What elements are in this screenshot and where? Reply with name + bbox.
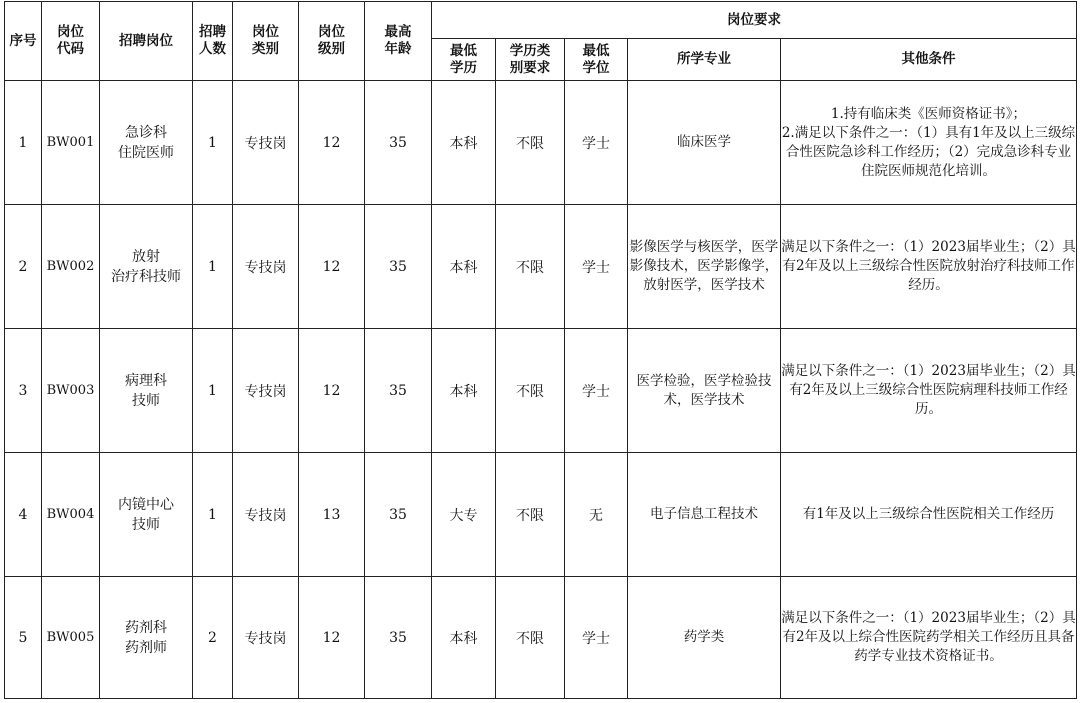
cell-seq: 4 (5, 453, 42, 577)
cell-major: 电子信息工程技术 (628, 453, 781, 577)
cell-edu: 大专 (432, 453, 496, 577)
header-degree: 最低 学位 (565, 39, 628, 81)
cell-count: 1 (193, 329, 233, 453)
cell-seq: 1 (5, 81, 42, 205)
cell-code: BW001 (42, 81, 100, 205)
cell-edu: 本科 (432, 577, 496, 699)
cell-edu: 本科 (432, 205, 496, 329)
cell-edu: 本科 (432, 81, 496, 205)
header-edu: 最低 学历 (432, 39, 496, 81)
cell-position (100, 577, 193, 699)
cell-position-text: 药剂科 药剂师 (125, 619, 167, 656)
cell-seq: 5 (5, 577, 42, 699)
header-major: 所学专业 (628, 39, 781, 81)
cell-other: 满足以下条件之一：（1）2023届毕业生；（2）具有2年及以上三级综合性医院放射治疗科技师工作经历。 (781, 205, 1077, 329)
cell-code: BW003 (42, 329, 100, 453)
cell-other: 满足以下条件之一：（1）2023届毕业生；（2）具有2年及以上三级综合性医院病理科技师工作经历。 (781, 329, 1077, 453)
cell-category: 专技岗 (233, 81, 299, 205)
recruitment-table (4, 1, 1077, 699)
cell-category: 专技岗 (233, 453, 299, 577)
cell-category: 专技岗 (233, 205, 299, 329)
cell-category: 专技岗 (233, 329, 299, 453)
cell-code: BW004 (42, 453, 100, 577)
cell-edu-type: 不限 (496, 205, 565, 329)
cell-position (100, 453, 193, 577)
cell-position (100, 329, 193, 453)
cell-code: BW005 (42, 577, 100, 699)
cell-major: 医学检验，医学检验技术，医学技术 (628, 329, 781, 453)
cell-level: 13 (299, 453, 365, 577)
table-row (5, 205, 1077, 329)
cell-degree: 学士 (565, 205, 628, 329)
cell-age: 35 (365, 329, 432, 453)
header-row-1 (5, 2, 1077, 39)
cell-seq: 3 (5, 329, 42, 453)
cell-edu-type: 不限 (496, 81, 565, 205)
cell-position-text: 急诊科 住院医师 (118, 124, 174, 161)
table-row (5, 329, 1077, 453)
cell-level: 12 (299, 577, 365, 699)
cell-seq: 2 (5, 205, 42, 329)
cell-degree: 无 (565, 453, 628, 577)
cell-age: 35 (365, 81, 432, 205)
cell-position (100, 205, 193, 329)
cell-major: 药学类 (628, 577, 781, 699)
cell-count: 1 (193, 205, 233, 329)
cell-degree: 学士 (565, 577, 628, 699)
cell-level: 12 (299, 81, 365, 205)
cell-age: 35 (365, 205, 432, 329)
cell-other: 1.持有临床类《医师资格证书》； 2.满足以下条件之一：（1）具有1年及以上三级综合性医院急诊科工作经历；（2）完成急诊科专业住院医师规范化培训。 (781, 81, 1077, 205)
cell-code: BW002 (42, 205, 100, 329)
cell-major: 影像医学与核医学，医学影像技术，医学影像学，放射医学，医学技术 (628, 205, 781, 329)
cell-degree: 学士 (565, 81, 628, 205)
cell-edu-type: 不限 (496, 577, 565, 699)
header-category: 岗位 类别 (233, 2, 299, 81)
table-row (5, 453, 1077, 577)
cell-age: 35 (365, 577, 432, 699)
header-code: 岗位 代码 (42, 2, 100, 81)
cell-level: 12 (299, 205, 365, 329)
cell-position (100, 81, 193, 205)
header-position: 招聘岗位 (100, 2, 193, 81)
header-level: 岗位 级别 (299, 2, 365, 81)
header-seq: 序号 (5, 2, 42, 81)
cell-other: 满足以下条件之一：（1）2023届毕业生；（2）具有2年及以上综合性医院药学相关工作经历且具备药学专业技术资格证书。 (781, 577, 1077, 699)
cell-position-text: 内镜中心 技师 (118, 496, 174, 533)
cell-count: 1 (193, 453, 233, 577)
cell-edu-type: 不限 (496, 453, 565, 577)
cell-major: 临床医学 (628, 81, 781, 205)
header-edu-type: 学历类 别要求 (496, 39, 565, 81)
cell-degree: 学士 (565, 329, 628, 453)
header-requirements: 岗位要求 (432, 2, 1077, 39)
cell-age: 35 (365, 453, 432, 577)
cell-count: 1 (193, 81, 233, 205)
table-row (5, 577, 1077, 699)
cell-position-text: 病理科 技师 (125, 372, 167, 409)
cell-level: 12 (299, 329, 365, 453)
cell-category: 专技岗 (233, 577, 299, 699)
cell-position-text: 放射 治疗科技师 (111, 248, 181, 285)
header-other: 其他条件 (781, 39, 1077, 81)
cell-other: 有1年及以上三级综合性医院相关工作经历 (781, 453, 1077, 577)
header-age: 最高 年龄 (365, 2, 432, 81)
table-row (5, 81, 1077, 205)
cell-edu-type: 不限 (496, 329, 565, 453)
header-count: 招聘 人数 (193, 2, 233, 81)
cell-edu: 本科 (432, 329, 496, 453)
cell-count: 2 (193, 577, 233, 699)
